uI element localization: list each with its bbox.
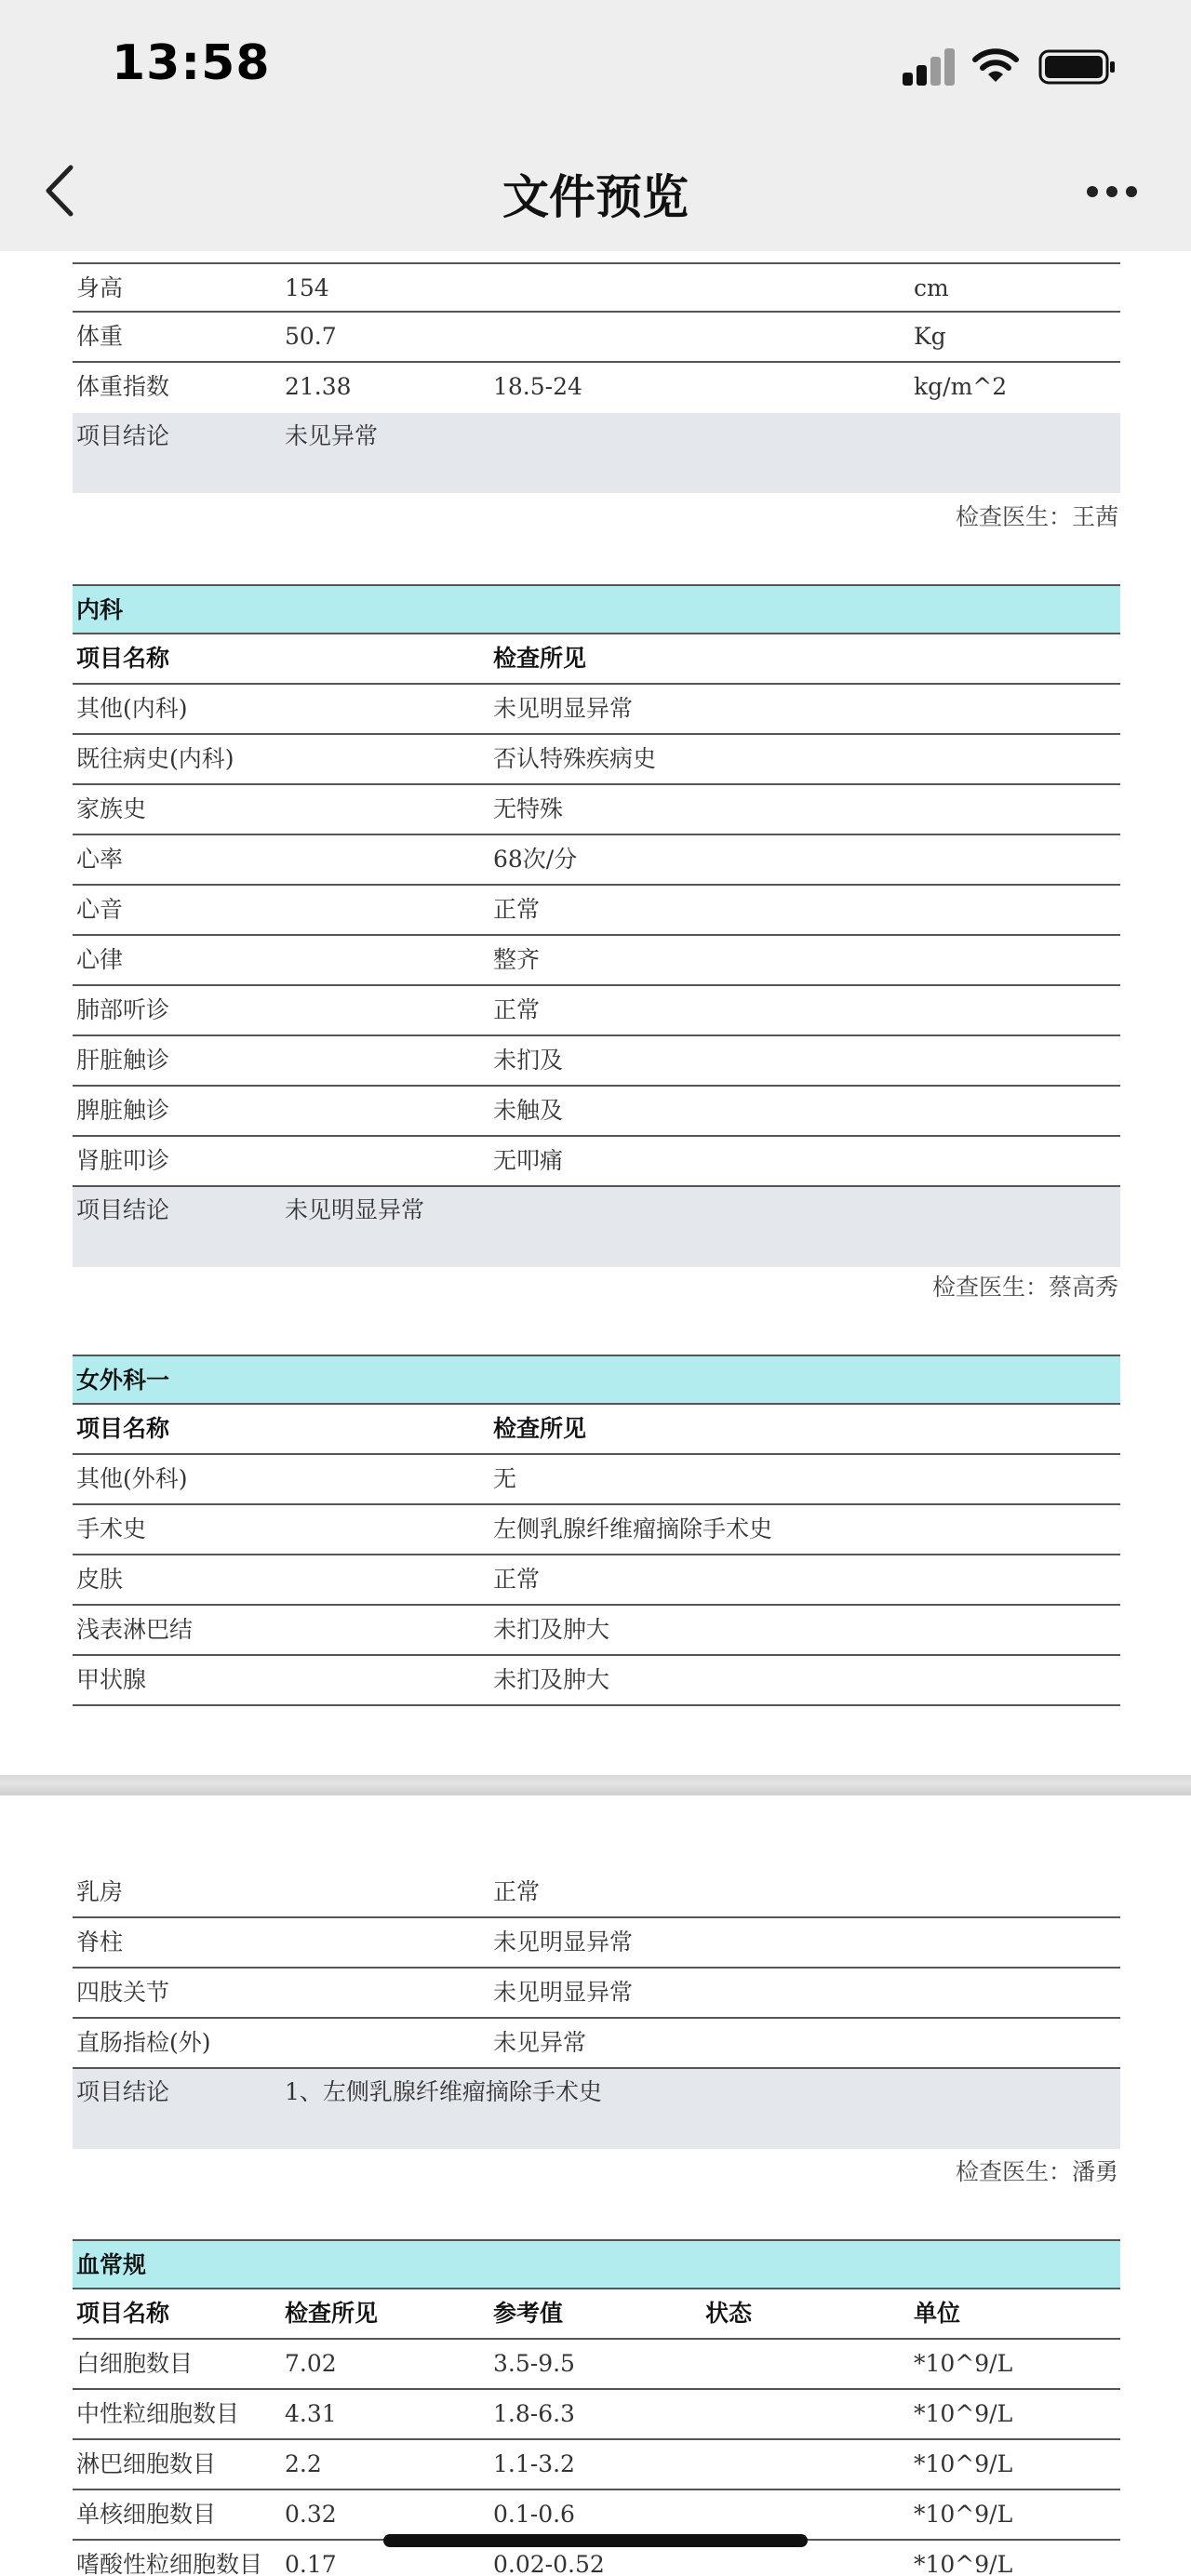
surgery-table xyxy=(73,1355,1120,1706)
table-cell: *10^9/L xyxy=(914,2551,1013,2576)
table-cell: 检查所见 xyxy=(493,1415,587,1442)
table-cell: 21.38 xyxy=(285,373,352,400)
table-row xyxy=(73,1969,1120,2019)
table-cell: 单核细胞数目 xyxy=(76,2501,217,2528)
table-row xyxy=(73,2340,1120,2390)
table-row xyxy=(73,1087,1120,1137)
table-cell: 项目结论 xyxy=(76,1196,170,1223)
table-row xyxy=(73,1868,1120,1918)
table-cell: 未扪及肿大 xyxy=(493,1616,610,1643)
table-cell: 0.32 xyxy=(285,2501,337,2528)
table-cell: 淋巴细胞数目 xyxy=(76,2450,217,2477)
table-cell: kg/m^2 xyxy=(914,373,1008,400)
conclusion-row xyxy=(73,2069,1120,2149)
document-page-2 xyxy=(0,1795,1191,2576)
table-cell: 未见明显异常 xyxy=(285,1196,425,1223)
table-row xyxy=(73,835,1120,886)
table-cell: 50.7 xyxy=(285,323,337,350)
table-cell: 既往病史(内科) xyxy=(76,745,234,772)
internal-table xyxy=(73,584,1120,1267)
cellular-signal-icon xyxy=(903,48,955,86)
table-cell: 乳房 xyxy=(76,1878,124,1905)
table-cell: 3.5-9.5 xyxy=(493,2350,575,2377)
table-cell: 检查所见 xyxy=(493,645,587,672)
table-cell: Kg xyxy=(914,323,946,350)
table-row xyxy=(73,2390,1120,2440)
table-cell: 白细胞数目 xyxy=(76,2350,194,2377)
table-cell: 正常 xyxy=(493,996,541,1023)
table-cell: 0.1-0.6 xyxy=(493,2501,575,2528)
table-cell: 嗜酸性粒细胞数目 xyxy=(76,2551,263,2576)
column-header-row xyxy=(73,634,1120,685)
table-cell: 154 xyxy=(285,274,329,301)
home-indicator[interactable] xyxy=(383,2534,808,2547)
table-cell: 其他(内科) xyxy=(76,695,188,722)
table-cell: *10^9/L xyxy=(914,2350,1013,2377)
table-cell: 四肢关节 xyxy=(76,1979,170,2006)
table-cell: 状态 xyxy=(705,2300,753,2327)
table-cell: 项目名称 xyxy=(76,645,170,672)
table-cell: 血常规 xyxy=(76,2251,147,2278)
conclusion-row xyxy=(73,413,1120,493)
table-row xyxy=(73,685,1120,735)
table-cell: 直肠指检(外) xyxy=(76,2029,211,2056)
section-header xyxy=(73,1355,1120,1405)
nav-bar xyxy=(0,140,1191,251)
table-row xyxy=(73,2490,1120,2541)
table-cell: 未触及 xyxy=(493,1097,564,1124)
table-cell: *10^9/L xyxy=(914,2400,1013,2427)
table-cell: 18.5-24 xyxy=(493,373,582,400)
table-cell: 其他(外科) xyxy=(76,1465,188,1492)
section-header xyxy=(73,2239,1120,2289)
surgery-table-continued xyxy=(73,1868,1120,2149)
table-row xyxy=(73,1036,1120,1087)
table-cell: 心率 xyxy=(76,846,124,873)
table-cell: 1.1-3.2 xyxy=(493,2450,575,2477)
table-cell: 1.8-6.3 xyxy=(493,2400,575,2427)
table-cell: 皮肤 xyxy=(76,1566,124,1593)
table-cell: 项目结论 xyxy=(76,422,170,449)
table-cell: 体重指数 xyxy=(76,373,170,400)
table-row xyxy=(73,262,1120,313)
table-cell: 未扪及肿大 xyxy=(493,1666,610,1693)
table-row xyxy=(73,986,1120,1036)
blood-table xyxy=(73,2239,1120,2576)
doctor-signature: 检查医生：蔡高秀 xyxy=(931,1274,1118,1301)
section-header xyxy=(73,584,1120,634)
table-cell: 甲状腺 xyxy=(76,1666,147,1693)
table-cell: 检查所见 xyxy=(285,2300,379,2327)
table-row xyxy=(73,363,1120,413)
table-row xyxy=(73,1505,1120,1555)
table-row xyxy=(73,2440,1120,2490)
table-row xyxy=(73,1606,1120,1656)
page-separator xyxy=(0,1775,1191,1795)
table-cell: 0.02-0.52 xyxy=(493,2551,605,2576)
table-cell: 项目名称 xyxy=(76,2300,170,2327)
table-cell: 未见明显异常 xyxy=(493,1979,634,2006)
status-bar xyxy=(0,0,1191,140)
table-cell: 未见异常 xyxy=(285,422,379,449)
doctor-signature: 检查医生：王茜 xyxy=(955,503,1118,530)
table-cell: 单位 xyxy=(914,2300,961,2327)
table-cell: 心音 xyxy=(76,896,124,923)
column-header-row xyxy=(73,2289,1120,2340)
table-cell: 未见明显异常 xyxy=(493,1929,634,1955)
table-cell: 无 xyxy=(493,1465,517,1492)
table-row xyxy=(73,886,1120,936)
table-cell: 肺部听诊 xyxy=(76,996,170,1023)
table-cell: 心律 xyxy=(76,946,124,973)
table-cell: 肾脏叩诊 xyxy=(76,1147,170,1174)
table-cell: 女外科一 xyxy=(76,1367,170,1394)
table-row xyxy=(73,2019,1120,2069)
table-cell: 左侧乳腺纤维瘤摘除手术史 xyxy=(493,1515,773,1542)
wifi-icon xyxy=(971,45,1020,86)
table-cell: 家族史 xyxy=(76,795,147,822)
page-title: 文件预览 xyxy=(502,170,689,224)
table-cell: 未见异常 xyxy=(493,2029,587,2056)
table-cell: 浅表淋巴结 xyxy=(76,1616,194,1643)
table-cell: 7.02 xyxy=(285,2350,337,2377)
table-row xyxy=(73,785,1120,835)
table-row xyxy=(73,313,1120,363)
table-row xyxy=(73,936,1120,986)
table-cell: 脾脏触诊 xyxy=(76,1097,170,1124)
table-cell: 未扪及 xyxy=(493,1047,564,1074)
table-row xyxy=(73,1555,1120,1606)
table-row xyxy=(73,1918,1120,1969)
table-cell: 2.2 xyxy=(285,2450,322,2477)
document-page-1 xyxy=(0,251,1191,1777)
table-cell: 整齐 xyxy=(493,946,541,973)
table-cell: 正常 xyxy=(493,896,541,923)
table-cell: 68次/分 xyxy=(493,846,578,873)
table-cell: 正常 xyxy=(493,1566,541,1593)
table-cell: 1、左侧乳腺纤维瘤摘除手术史 xyxy=(285,2078,602,2105)
table-cell: 手术史 xyxy=(76,1515,147,1542)
table-cell: 脊柱 xyxy=(76,1929,124,1955)
table-cell: 肝脏触诊 xyxy=(76,1047,170,1074)
table-cell: 项目结论 xyxy=(76,2078,170,2105)
table-row xyxy=(73,1656,1120,1706)
general-table xyxy=(73,262,1120,493)
table-cell: 内科 xyxy=(76,596,124,623)
doctor-signature: 检查医生：潘勇 xyxy=(955,2158,1118,2185)
table-cell: 4.31 xyxy=(285,2400,337,2427)
table-cell: cm xyxy=(914,274,949,301)
table-cell: 无叩痛 xyxy=(493,1147,564,1174)
table-cell: 0.17 xyxy=(285,2551,337,2576)
table-cell: 未见明显异常 xyxy=(493,695,634,722)
table-cell: *10^9/L xyxy=(914,2450,1013,2477)
table-cell: 正常 xyxy=(493,1878,541,1905)
table-row xyxy=(73,735,1120,785)
table-cell: 参考值 xyxy=(493,2300,564,2327)
column-header-row xyxy=(73,1405,1120,1455)
table-cell: 身高 xyxy=(76,274,124,301)
table-row xyxy=(73,1137,1120,1187)
table-cell: 否认特殊疾病史 xyxy=(493,745,657,772)
table-cell: *10^9/L xyxy=(914,2501,1013,2528)
more-horizontal-icon[interactable] xyxy=(1079,167,1144,214)
table-cell: 项目名称 xyxy=(76,1415,170,1442)
table-cell: 中性粒细胞数目 xyxy=(76,2400,240,2427)
table-cell: 无特殊 xyxy=(493,795,564,822)
conclusion-row xyxy=(73,1187,1120,1267)
table-row xyxy=(73,1455,1120,1505)
status-time: 13:58 xyxy=(112,35,271,91)
table-cell: 体重 xyxy=(76,323,124,350)
battery-icon xyxy=(1038,48,1117,86)
